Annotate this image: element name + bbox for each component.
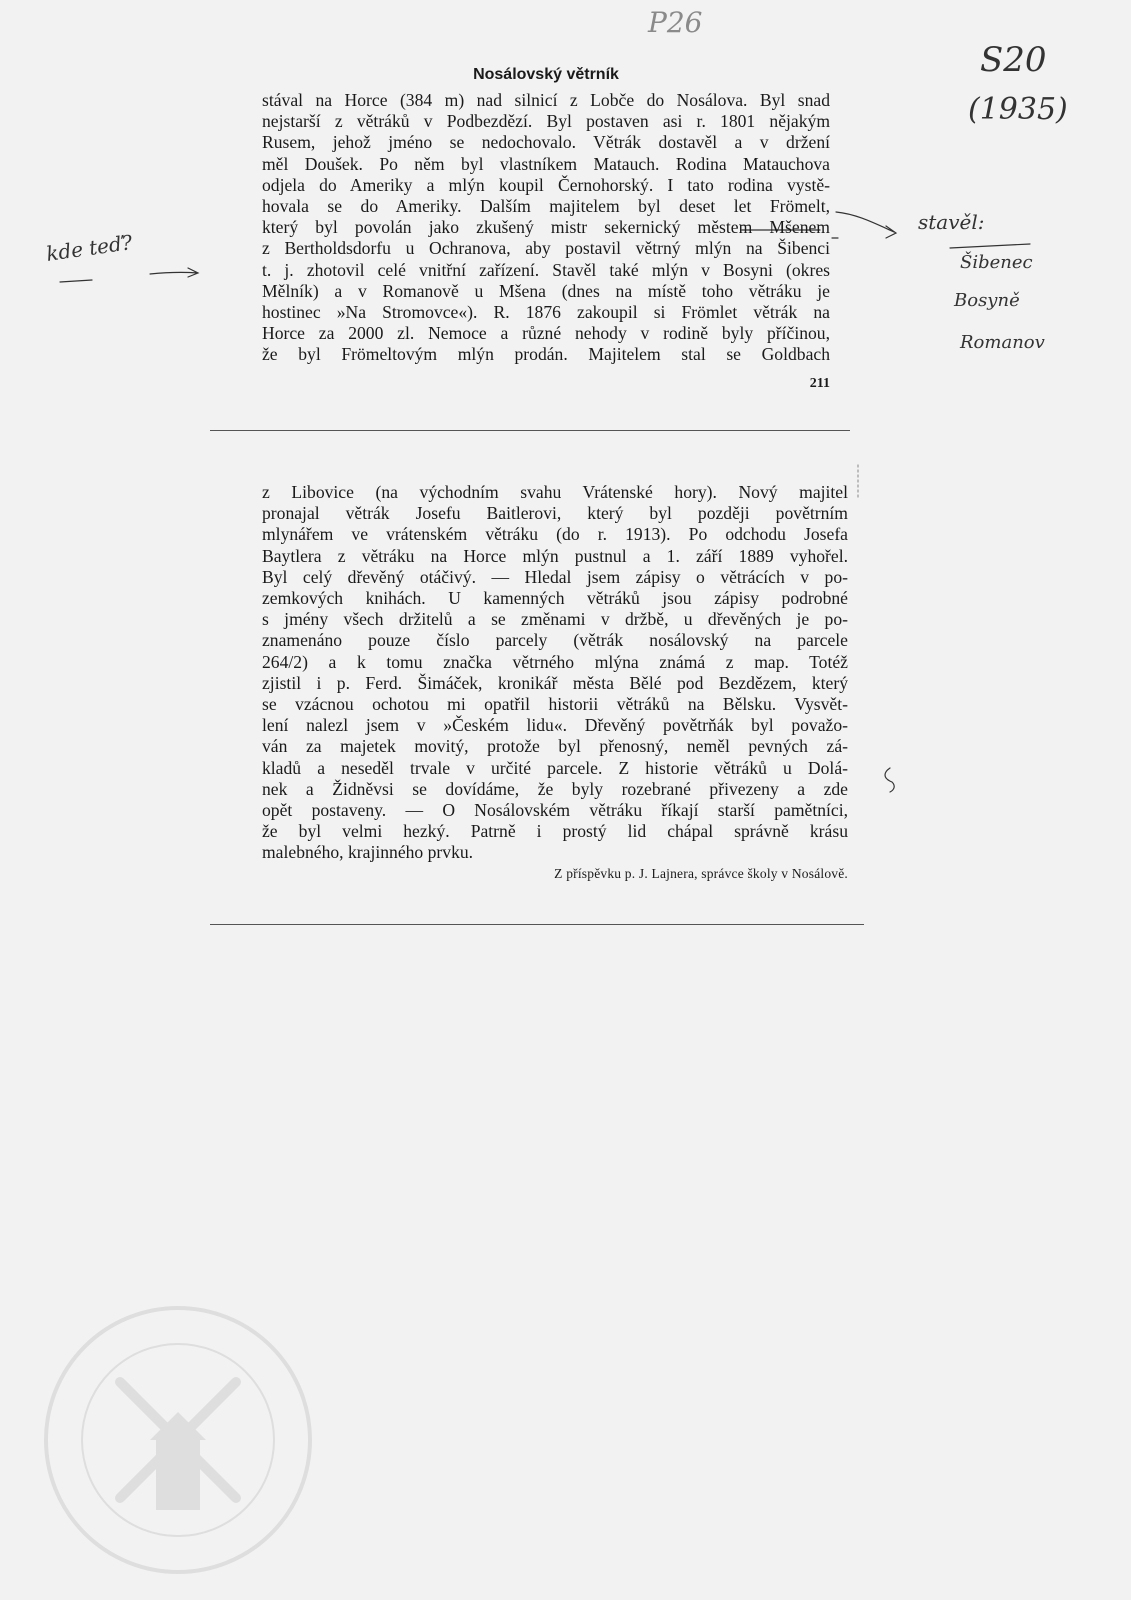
text-line: že byl velmi hezký. Patrně i prostý lid chápal správně krásu xyxy=(262,821,848,842)
text-line: kladů a neseděl trvale v určité parcele. Z historie větráků u Dolá- xyxy=(262,757,848,778)
text-line: hostinec »Na Stromovce«). R. 1876 zakoupil si Frömlet větrák na xyxy=(262,302,830,323)
page-number: 211 xyxy=(809,375,830,391)
handwritten-right-note: stavěl: xyxy=(918,210,985,234)
text-line: zjistil i p. Ferd. Šimáček, kronikář města Bělé pod Bezdězem, který xyxy=(262,672,848,693)
article-title: Nosálovský větrník xyxy=(473,66,619,83)
clipping-2 xyxy=(262,482,848,882)
left-arrow-icon xyxy=(150,268,198,277)
text-line: Byl celý dřevěný otáčivý. — Hledal jsem zápisy o větrácích v po- xyxy=(262,566,848,587)
text-line: mlynářem ve vrátenském větráku (do r. 1913). Po odchodu Josefa xyxy=(262,524,848,545)
text-line: Rusem, jehož jméno se nedochovalo. Větrák dostavěl a v držení xyxy=(262,132,830,153)
text-line: nejstarší z větráků v Podbezdězí. Byl postaven asi r. 1801 nějakým xyxy=(262,111,830,132)
handwritten-year: (1935) xyxy=(968,92,1068,127)
text-line: který byl povolán jako zkušený mistr sekernický městem Mšenem xyxy=(262,217,830,238)
text-line: měl Doušek. Po něm byl vlastníkem Matauch. Rodina Matauchova xyxy=(262,153,830,174)
clipping-1-body xyxy=(262,90,830,366)
handwritten-right-item: Romanov xyxy=(960,332,1045,353)
text-line: že byl Frömeltovým mlýn prodán. Majitelem stal se Goldbach xyxy=(262,344,830,365)
text-line: opět postaveny. — O Nosálovském větráku říkají starší pamětníci, xyxy=(262,800,848,821)
text-line: zemkových knihách. U kamenných větráků jsou zápisy podrobné xyxy=(262,588,848,609)
clipping-1 xyxy=(262,66,830,392)
text-line: s jmény všech držitelů a se změnami v držbě, u dřevěných je po- xyxy=(262,609,848,630)
text-line: z Bertholdsdorfu u Ochranova, aby postavil větrný mlýn na Šibenci xyxy=(262,238,830,259)
clipping-divider xyxy=(210,924,864,925)
windmill-watermark xyxy=(38,1300,318,1580)
right-arrow-icon xyxy=(836,212,896,238)
text-line: Horce za 2000 zl. Nemoce a různé nehody v rodině byly příčinou, xyxy=(262,323,830,344)
handwritten-right-item: Šibenec xyxy=(960,252,1033,273)
text-line: t. j. zhotovil celé vnitřní zařízení. Stavěl také mlýn v Bosyni (okres xyxy=(262,259,830,280)
contribution-credit: Z příspěvku p. J. Lajnera, správce školy v Nosálově. xyxy=(554,865,848,881)
handwritten-page-ref: P26 xyxy=(648,6,703,39)
left-dash xyxy=(60,280,92,282)
watermark-text xyxy=(38,1300,39,1301)
text-line: pronajal větrák Josefu Baitlerovi, který byl později povětrním xyxy=(262,503,848,524)
clipping-divider xyxy=(210,430,850,431)
handwritten-code: S20 xyxy=(980,40,1047,80)
handwritten-left-note: kde teď? xyxy=(44,230,134,266)
text-line: Mělník) a v Romanově u Mšena (dnes na místě toho větráku je xyxy=(262,280,830,301)
text-line: znamenáno pouze číslo parcely (větrák nosálovský na parcele xyxy=(262,630,848,651)
clipping-2-body xyxy=(262,482,848,864)
text-line: malebného, krajinného prvku. xyxy=(262,842,474,863)
windmill-seal-icon xyxy=(38,1300,318,1580)
text-line: z Libovice (na východním svahu Vrátenské hory). Nový majitel xyxy=(262,482,848,502)
handwritten-right-item: Bosyně xyxy=(954,290,1020,311)
text-line: nek a Židněvsi se dovídáme, že byly rozebrané přivezeny a zde xyxy=(262,778,848,799)
text-line: se vzácnou ochotou mi opatřil historii větráků na Bělsku. Vysvět- xyxy=(262,694,848,715)
text-line: Baytlera z větráku na Horce mlýn pustnul a 1. září 1889 vyhořel. xyxy=(262,545,848,566)
text-line: 264/2) a k tomu značka větrného mlýna známá z map. Totéž xyxy=(262,651,848,672)
text-line: stával na Horce (384 m) nad silnicí z Lobče do Nosálova. Byl snad xyxy=(262,90,830,110)
margin-check-mark xyxy=(885,768,894,792)
right-underline xyxy=(950,244,1030,248)
text-line: odjela do Ameriky a mlýn koupil Černohorský. I tato rodina vystě- xyxy=(262,174,830,195)
text-line: hovala se do Ameriky. Dalším majitelem byl deset let Frömelt, xyxy=(262,196,830,217)
text-line: ván za majetek movitý, protože byl přenosný, neměl pevných zá- xyxy=(262,736,848,757)
text-line: lení nalezl jsem v »Českém lidu«. Dřevěný povětrňák byl považo- xyxy=(262,715,848,736)
